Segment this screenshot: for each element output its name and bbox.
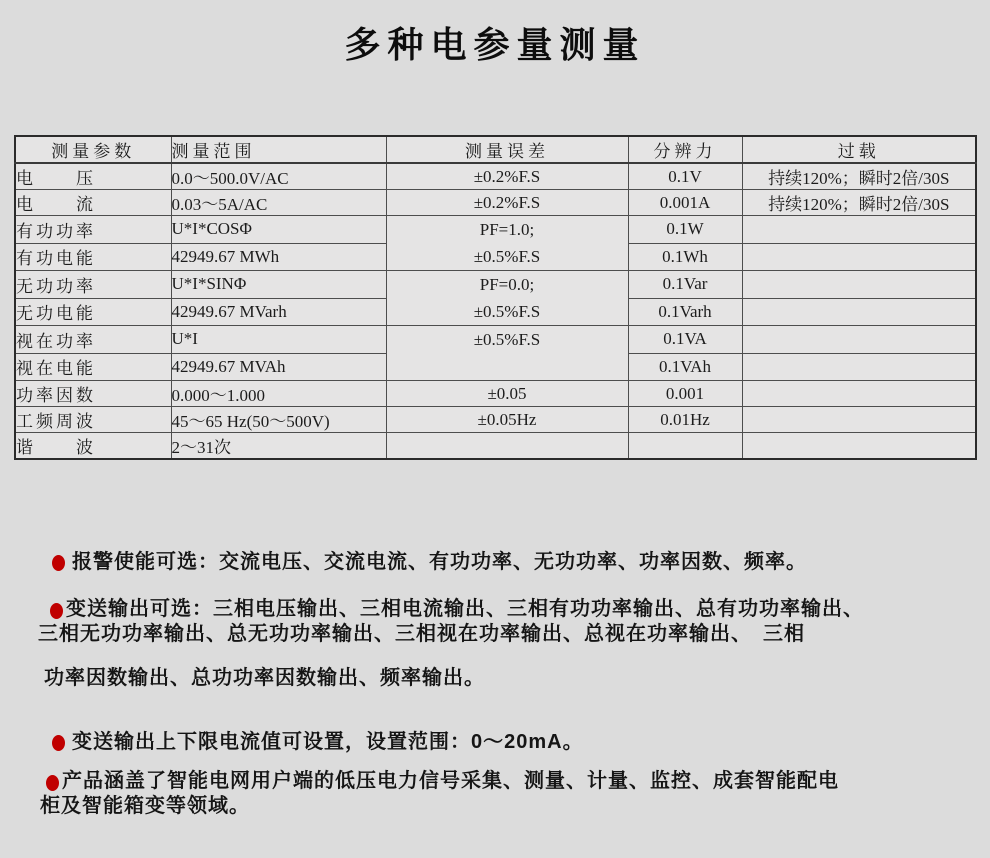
param-cell: 无功电能 <box>15 298 171 326</box>
table-row-power-factor <box>15 381 976 407</box>
range-cell: U*I*SINΦ <box>171 271 386 299</box>
range-cell: 42949.67 MWh <box>171 243 386 271</box>
bullet-alarm-text: 报警使能可选：交流电压、交流电流、有功功率、无功功率、功率因数、频率。 <box>72 551 807 573</box>
resolution-cell: 0.1VAh <box>628 353 742 381</box>
error-cell <box>386 433 628 460</box>
error-line: PF=1.0; <box>479 220 535 239</box>
param-cell: 视在功率 <box>15 326 171 354</box>
bullet-application-line1: 产品涵盖了智能电网用户端的低压电力信号采集、测量、计量、监控、成套智能配电 <box>62 770 839 792</box>
overload-cell <box>742 243 976 271</box>
resolution-cell: 0.1Wh <box>628 243 742 271</box>
table-row-current <box>15 190 976 216</box>
bullet-application-line2: 柜及智能箱变等领域。 <box>40 795 250 817</box>
resolution-cell: 0.1VA <box>628 326 742 354</box>
error-cell: ±0.2%F.S <box>386 190 628 216</box>
table-row-apparent-power <box>15 326 976 354</box>
bullet-transmit-options-line3: 功率因数输出、总功功率因数输出、频率输出。 <box>44 667 485 689</box>
resolution-cell <box>628 433 742 460</box>
resolution-cell: 0.001A <box>628 190 742 216</box>
error-cell-merged <box>386 271 628 326</box>
overload-cell: 持续120%；瞬时2倍/30S <box>742 190 976 216</box>
overload-cell <box>742 381 976 407</box>
resolution-cell: 0.1Varh <box>628 298 742 326</box>
overload-cell <box>742 433 976 460</box>
param-cell: 工频周波 <box>15 407 171 433</box>
error-cell: ±0.2%F.S <box>386 163 628 190</box>
table-row-frequency <box>15 407 976 433</box>
param-cell: 功率因数 <box>15 381 171 407</box>
param-cell: 有功电能 <box>15 243 171 271</box>
resolution-cell: 0.1V <box>628 163 742 190</box>
bullet-icon <box>46 775 59 791</box>
bullet-transmit-options-line2: 三相无功功率输出、总无功功率输出、三相视在功率输出、总视在功率输出、 三相 <box>38 623 805 645</box>
table-row-harmonics <box>15 433 976 460</box>
error-line: ±0.5%F.S <box>473 330 541 349</box>
table-row-voltage <box>15 163 976 190</box>
range-cell: 42949.67 MVAh <box>171 353 386 381</box>
overload-cell <box>742 353 976 381</box>
param-cell: 视在电能 <box>15 353 171 381</box>
error-cell: ±0.05 <box>386 381 628 407</box>
bullet-icon <box>52 735 65 751</box>
error-line: ±0.5%F.S <box>473 247 541 266</box>
param-cell: 谐 波 <box>15 433 171 460</box>
range-cell: U*I*COSΦ <box>171 216 386 244</box>
resolution-cell: 0.001 <box>628 381 742 407</box>
overload-cell <box>742 326 976 354</box>
col-header-range: 测量范围 <box>171 136 386 163</box>
range-cell: 45～65 Hz(50～500V) <box>171 407 386 433</box>
col-header-resolution: 分辨力 <box>628 136 742 163</box>
range-cell: 42949.67 MVarh <box>171 298 386 326</box>
bullet-transmit-options-line1: 变送输出可选：三相电压输出、三相电流输出、三相有功功率输出、总有功功率输出、 <box>66 598 864 620</box>
overload-cell <box>742 216 976 244</box>
resolution-cell: 0.1W <box>628 216 742 244</box>
overload-cell <box>742 298 976 326</box>
error-line: ±0.5%F.S <box>473 302 541 321</box>
bullet-icon <box>50 603 63 619</box>
param-cell: 有功功率 <box>15 216 171 244</box>
range-cell: 2～31次 <box>171 433 386 460</box>
bullet-current-limit-text: 变送输出上下限电流值可设置，设置范围：0～20mA。 <box>72 731 584 753</box>
resolution-cell: 0.1Var <box>628 271 742 299</box>
page-title: 多种电参量测量 <box>344 24 646 65</box>
error-cell-merged <box>386 216 628 271</box>
measurement-spec-table <box>14 135 977 460</box>
col-header-error: 测量误差 <box>386 136 628 163</box>
error-line <box>387 353 628 380</box>
param-cell: 电 压 <box>15 163 171 190</box>
overload-cell <box>742 407 976 433</box>
param-cell: 电 流 <box>15 190 171 216</box>
bullet-icon <box>52 555 65 571</box>
error-cell: ±0.05Hz <box>386 407 628 433</box>
overload-cell <box>742 271 976 299</box>
col-header-overload: 过载 <box>742 136 976 163</box>
resolution-cell: 0.01Hz <box>628 407 742 433</box>
range-cell: 0.03～5A/AC <box>171 190 386 216</box>
col-header-parameter: 测量参数 <box>15 136 171 163</box>
table-header-row <box>15 136 976 163</box>
param-cell: 无功功率 <box>15 271 171 299</box>
table-row-active-power <box>15 216 976 244</box>
error-cell-merged <box>386 326 628 381</box>
range-cell: 0.000～1.000 <box>171 381 386 407</box>
table-row-reactive-power <box>15 271 976 299</box>
range-cell: U*I <box>171 326 386 354</box>
range-cell: 0.0～500.0V/AC <box>171 163 386 190</box>
error-line: PF=0.0; <box>479 275 535 294</box>
overload-cell: 持续120%；瞬时2倍/30S <box>742 163 976 190</box>
